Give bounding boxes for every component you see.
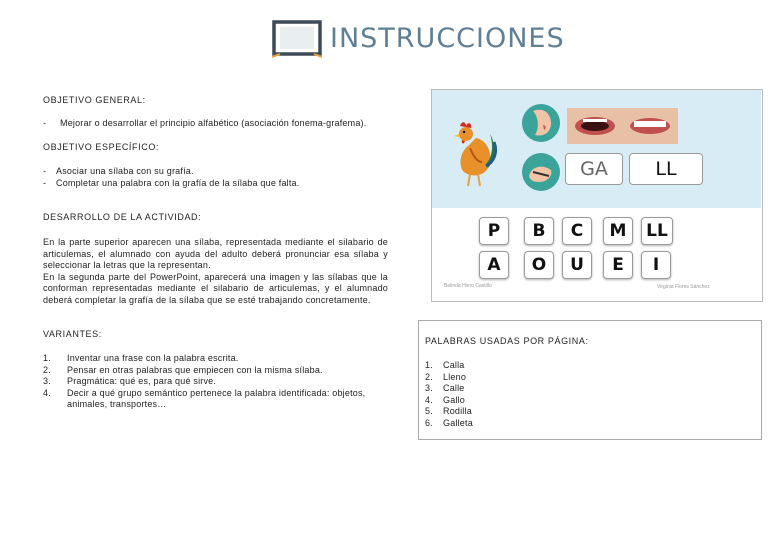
page-title: INSTRUCCIONES <box>330 23 565 54</box>
list-item-text: Lleno <box>443 371 467 382</box>
item-number: 2. <box>43 364 51 375</box>
list-item-text: Decir a qué grupo semántico pertenece la palabra identificada: objetos, animales, transportes… <box>67 387 366 409</box>
bullet: - <box>43 118 47 128</box>
list-item <box>425 360 575 372</box>
list-item <box>425 406 575 418</box>
paragraph: En la parte superior aparecen una sílaba, representada mediante el silabario de articulemas, el alumnado con ayuda del adulto deberá pronunciar esa sílaba y seleccionar la letras que la representan. <box>43 237 388 270</box>
item-number: 3. <box>425 383 433 393</box>
desarrollo-text <box>43 237 388 306</box>
letter-tile[interactable]: U <box>562 251 592 279</box>
list-item <box>43 353 388 365</box>
list-item <box>43 365 388 377</box>
item-number: 6. <box>425 417 433 428</box>
objetivo-general-item <box>43 118 403 130</box>
item-number: 2. <box>425 371 433 382</box>
list-item <box>43 388 388 411</box>
list-item <box>43 166 403 178</box>
item-number: 1. <box>43 353 51 363</box>
list-item-text: Pragmática: qué es, para qué sirve. <box>67 376 217 386</box>
variantes-list <box>43 353 388 411</box>
item-number: 4. <box>425 394 433 405</box>
list-item-text: Pensar en otras palabras que empiecen con la misma sílaba. <box>67 364 323 375</box>
credit-right: Virginia Flores Sánchez <box>657 284 710 290</box>
letter-tile[interactable]: I <box>641 251 671 279</box>
letter-tile[interactable]: P <box>479 217 509 245</box>
list-item-text: Completar una palabra con la grafía de la sílaba que falta. <box>56 177 300 188</box>
objetivo-especifico-list <box>43 166 403 189</box>
letter-tile[interactable]: O <box>524 251 554 279</box>
rooster-icon <box>448 118 498 190</box>
presentation-screen-icon <box>272 20 322 58</box>
mouth-icon <box>622 108 678 144</box>
list-item <box>425 372 575 384</box>
list-item <box>425 418 575 430</box>
letter-tile[interactable]: B <box>524 217 554 245</box>
list-item-text: Calla <box>443 360 465 370</box>
mouth-icon <box>567 108 623 144</box>
letter-tile[interactable]: M <box>603 217 633 245</box>
item-number: 5. <box>425 406 433 416</box>
objetivo-general-text: Mejorar o desarrollar el principio alfabético (asociación fonema-grafema). <box>60 118 367 128</box>
item-number: 1. <box>425 360 433 370</box>
paragraph: En la segunda parte del PowerPoint, aparecerá una imagen y las sílabas que la conforman representadas mediante el silabario de articulemas, y el alumnado deberá completar la grafía de la sílaba que se esté trabajando concretamente. <box>43 271 388 305</box>
letter-tile[interactable]: LL <box>641 217 673 245</box>
list-item-text: Inventar una frase con la palabra escrita. <box>67 353 239 363</box>
desarrollo-title: DESARROLLO DE LA ACTIVIDAD: <box>43 212 202 222</box>
hand-articulema-icon <box>521 152 561 192</box>
list-item-text: Gallo <box>443 394 466 405</box>
palabras-list <box>425 360 575 429</box>
list-item <box>43 376 388 388</box>
letter-tile[interactable]: C <box>562 217 592 245</box>
face-articulema-icon <box>521 103 561 143</box>
list-item-text: Asociar una sílaba con su grafía. <box>56 166 194 176</box>
letter-tile[interactable]: A <box>479 251 509 279</box>
variantes-title: VARIANTES: <box>43 329 102 339</box>
letter-tile[interactable]: E <box>603 251 633 279</box>
list-item <box>43 178 403 190</box>
list-item-text: Rodilla <box>443 406 472 416</box>
list-item <box>425 383 575 395</box>
credit-left: Belinda Hiero Castillo <box>444 283 492 289</box>
syllable-tile: GA <box>565 153 623 185</box>
bullet: - <box>43 166 47 176</box>
objetivo-general-title: OBJETIVO GENERAL: <box>43 95 146 105</box>
palabras-title: PALABRAS USADAS POR PÁGINA: <box>425 336 589 346</box>
bullet: - <box>43 177 47 188</box>
objetivo-especifico-title: OBJETIVO ESPECÍFICO: <box>43 142 160 152</box>
list-item-text: Galleta <box>443 417 473 428</box>
item-number: 4. <box>43 387 51 398</box>
item-number: 3. <box>43 376 51 386</box>
list-item-text: Calle <box>443 383 465 393</box>
list-item <box>425 395 575 407</box>
syllable-tile: LL <box>629 153 703 185</box>
